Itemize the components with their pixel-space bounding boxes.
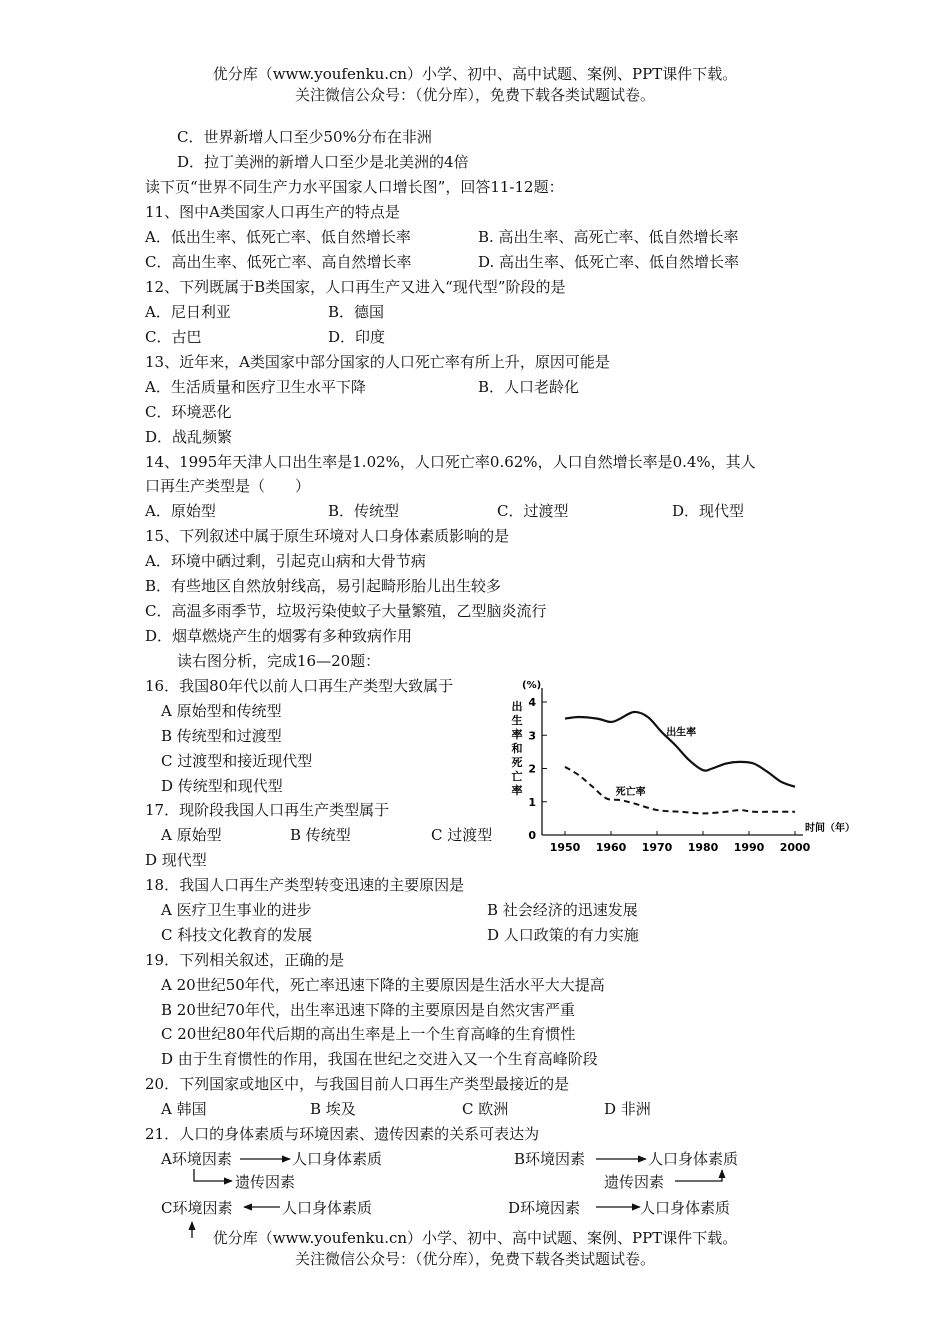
q20-stem: 20．下列国家或地区中，与我国目前人口再生产类型最接近的是	[145, 1075, 570, 1093]
prev-option-c: C．世界新增人口至少50%分布在非洲	[177, 128, 432, 146]
q15-option-a: A．环境中硒过剩，引起克山病和大骨节病	[145, 552, 426, 570]
q16-option-d: D 传统型和现代型	[161, 777, 283, 795]
y-axis-label-char: 出	[511, 700, 523, 713]
birth-rate-label: 出生率	[666, 727, 697, 739]
q12-option-a: A．尼日利亚	[145, 303, 231, 321]
prev-option-d: D．拉丁美洲的新增人口至少是北美洲的4倍	[177, 153, 469, 171]
q16-option-a: A 原始型和传统型	[161, 702, 282, 720]
q16-option-c: C 过渡型和接近现代型	[161, 752, 313, 770]
page-footer-line2: 关注微信公众号：（优分库），免费下载各类试题试卷。	[294, 1250, 655, 1268]
y-axis-label-char: 生	[511, 714, 523, 727]
q15-option-b: B．有些地区自然放射线高，易引起畸形胎儿出生较多	[145, 577, 502, 595]
x-tick-label: 1980	[687, 841, 719, 854]
x-tick-label: 2000	[779, 841, 811, 854]
q18-option-a: A 医疗卫生事业的进步	[161, 901, 312, 919]
q14-option-c: C．过渡型	[497, 502, 569, 520]
x-tick-label: 1950	[549, 841, 581, 854]
q21-c-body: 人口身体素质	[282, 1199, 373, 1217]
y-tick-label: 3	[528, 729, 536, 743]
y-axis-label-char: 死	[511, 756, 523, 769]
q13-stem: 13、近年来，A类国家中部分国家的人口死亡率有所上升，原因可能是	[145, 353, 610, 371]
page-footer-line1: 优分库（www.youfenku.cn）小学、初中、高中试题、案例、PPT课件下载。	[212, 1229, 738, 1247]
q20-option-a: A 韩国	[161, 1100, 207, 1118]
q17-option-a: A 原始型	[161, 826, 222, 844]
q21-a-env: A环境因素	[161, 1150, 232, 1168]
x-axis-label: 时间（年）	[805, 823, 855, 834]
q18-option-d: D 人口政策的有力实施	[487, 926, 639, 944]
q13-option-d: D．战乱频繁	[145, 428, 233, 446]
x-tick-label: 1970	[641, 841, 673, 854]
q19-stem: 19．下列相关叙述，正确的是	[145, 951, 345, 969]
q21-b-gen: 遗传因素	[604, 1173, 665, 1191]
q19-option-d: D 由于生育惯性的作用，我国在世纪之交进入又一个生育高峰阶段	[161, 1050, 598, 1068]
q21-b-env: B环境因素	[514, 1150, 586, 1168]
y-tick-label: 0	[528, 829, 536, 842]
q12-option-b: B．德国	[328, 303, 385, 321]
q21-stem: 21．人口的身体素质与环境因素、遗传因素的关系可表达为	[145, 1125, 540, 1143]
q11-option-d: D. 高出生率、低死亡率、低自然增长率	[478, 253, 740, 271]
q14-option-b: B．传统型	[328, 502, 400, 520]
q18-option-b: B 社会经济的迅速发展	[487, 901, 638, 919]
q17-stem: 17．现阶段我国人口再生产类型属于	[145, 801, 390, 819]
q20-option-b: B 埃及	[310, 1100, 356, 1118]
q17-option-b: B 传统型	[290, 826, 351, 844]
y-tick-label: 1	[528, 795, 536, 809]
y-axis-label-char: 率	[511, 728, 523, 741]
q15-option-d: D．烟草燃烧产生的烟雾有多种致病作用	[145, 627, 413, 645]
q17-option-c: C 过渡型	[431, 826, 493, 844]
q13-option-a: A．生活质量和医疗卫生水平下降	[145, 378, 366, 396]
q14-option-a: A．原始型	[145, 502, 216, 520]
q16-option-b: B 传统型和过渡型	[161, 727, 282, 745]
page-header-line1: 优分库（www.youfenku.cn）小学、初中、高中试题、案例、PPT课件下载。	[212, 65, 738, 83]
q21-c-env: C环境因素	[161, 1199, 233, 1217]
q11-option-c: C．高出生率、低死亡率、高自然增长率	[145, 253, 412, 271]
q21-a-body: 人口身体素质	[292, 1150, 383, 1168]
q12-stem: 12、下列既属于B类国家，人口再生产又进入“现代型”阶段的是	[145, 278, 566, 296]
x-tick-label: 1960	[595, 841, 627, 854]
y-unit-label: (%)	[522, 680, 542, 691]
q12-option-d: D．印度	[328, 328, 386, 346]
y-axis-label-char: 率	[511, 784, 523, 797]
page-header-line2: 关注微信公众号：（优分库），免费下载各类试题试卷。	[294, 86, 655, 104]
q21-a-gen: 遗传因素	[235, 1173, 296, 1191]
q21-b-arrow-gen-body	[675, 1170, 722, 1181]
q11-stem: 11、图中A类国家人口再生产的特点是	[145, 203, 400, 221]
q16-stem: 16．我国80年代以前人口再生产类型大致属于	[145, 677, 454, 695]
y-axis-label-char: 和	[511, 742, 523, 755]
q11-option-b: B. 高出生率、高死亡率、低自然增长率	[478, 228, 739, 246]
q21-d-body: 人口身体素质	[640, 1199, 731, 1217]
q20-option-c: C 欧洲	[462, 1100, 509, 1118]
q19-option-b: B 20世纪70年代，出生率迅速下降的主要原因是自然灾害严重	[161, 1001, 575, 1019]
q15-option-c: C．高温多雨季节，垃圾污染使蚊子大量繁殖，乙型脑炎流行	[145, 602, 547, 620]
q17-option-d: D 现代型	[145, 851, 207, 869]
q13-option-b: B．人口老龄化	[478, 378, 580, 396]
q18-stem: 18．我国人口再生产类型转变迅速的主要原因是	[145, 876, 465, 894]
y-axis-label-char: 亡	[511, 770, 523, 783]
q14-stem-line2: 口再生产类型是（ ）	[145, 477, 311, 495]
q11-option-a: A．低出生率、低死亡率、低自然增长率	[145, 228, 411, 246]
intro-16-20: 读右图分析，完成16—20题：	[177, 652, 381, 670]
q21-d-env: D环境因素	[508, 1199, 581, 1217]
x-tick-label: 1990	[733, 841, 765, 854]
q13-option-c: C．环境恶化	[145, 403, 232, 421]
q19-option-a: A 20世纪50年代，死亡率迅速下降的主要原因是生活水平大大提高	[161, 976, 605, 994]
q18-option-c: C 科技文化教育的发展	[161, 926, 313, 944]
death-rate-label: 死亡率	[615, 787, 646, 799]
y-tick-label: 2	[528, 762, 536, 776]
q19-option-c: C 20世纪80年代后期的高出生率是上一个生育高峰的生育惯性	[161, 1025, 576, 1043]
q14-option-d: D．现代型	[672, 502, 745, 520]
y-tick-label: 4	[528, 696, 536, 709]
q21-a-arrow-env-gen	[194, 1169, 232, 1181]
q21-b-body: 人口身体素质	[648, 1150, 739, 1168]
q15-stem: 15、下列叙述中属于原生环境对人口身体素质影响的是	[145, 527, 510, 545]
q14-stem-line1: 14、1995年天津人口出生率是1.02%，人口死亡率0.62%，人口自然增长率是0.4%，其人	[145, 453, 756, 471]
intro-11-12: 读下页“世界不同生产力水平国家人口增长图”，回答11-12题：	[145, 178, 564, 196]
q20-option-d: D 非洲	[604, 1100, 651, 1118]
q12-option-c: C．古巴	[145, 328, 202, 346]
